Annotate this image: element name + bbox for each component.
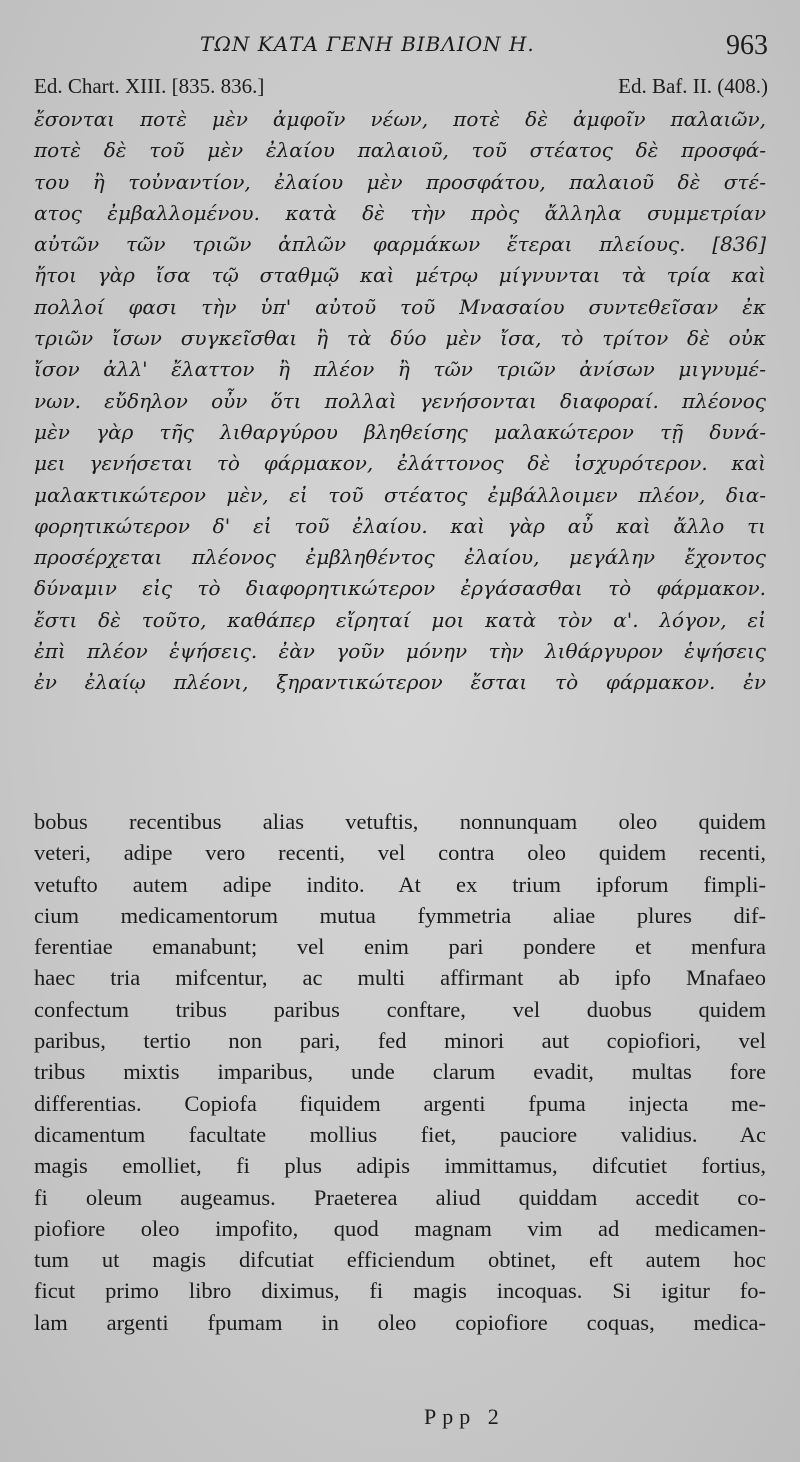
greek-text-line: μαλακτικώτερον μὲν, εἰ τοῦ στέατος ἐμβάλλοιμεν πλέον, δια- [34,482,766,507]
greek-text-line: αὐτῶν τῶν τριῶν ἁπλῶν φαρμάκων ἕτεραι πλείους. [836] [34,232,766,257]
greek-text-line: του ἢ τοὐναντίον, ἐλαίου μὲν προσφάτου, παλαιοῦ δὲ στέ- [34,169,766,194]
latin-text-line: dicamentum facultate mollius fiet, pauciore validius. Ac [34,1121,766,1147]
greek-text-line: ἤτοι γὰρ ἴσα τῷ σταθμῷ καὶ μέτρῳ μίγνυνται τὰ τρία καὶ [34,263,766,288]
latin-text-line: tribus mixtis imparibus, unde clarum evadit, multas fore [34,1059,766,1085]
greek-text-line: μει γενήσεται τὸ φάρμακον, ἐλάττονος δὲ ἰσχυρότερον. καὶ [34,451,766,476]
latin-text-line: differentias. Copiofa fiquidem argenti fpuma injecta me- [34,1090,766,1116]
latin-text-block [34,806,766,1338]
greek-text-line: νων. εὔδηλον οὖν ὅτι πολλαὶ γενήσονται διαφοραί. πλέονος [34,388,766,413]
greek-text-block [34,104,766,699]
edition-references [34,74,768,102]
edition-chartier: Ed. Chart. XIII. [835. 836.] [34,74,265,98]
printer-signature: Ppp 2 [424,1404,505,1429]
latin-text-line: magis emolliet, fi plus adipis immittamus, difcutiet fortius, [34,1153,766,1179]
greek-text-line: ἔσονται ποτὲ μὲν ἀμφοῖν νέων, ποτὲ δὲ ἀμφοῖν παλαιῶν, [34,107,766,131]
latin-text-line: veteri, adipe vero recenti, vel contra oleo quidem recenti, [34,840,766,866]
latin-text-line: paribus, tertio non pari, fed minori aut copiofiori, vel [34,1028,766,1054]
greek-text-line: δύναμιν εἰς τὸ διαφορητικώτερον ἐργάσασθαι τὸ φάρμακον. [34,576,766,601]
greek-text-line: ἔστι δὲ τοῦτο, καθάπερ εἴρηταί μοι κατὰ τὸν α'. λόγον, εἰ [34,607,766,632]
greek-text-line: ποτὲ δὲ τοῦ μὲν ἐλαίου παλαιοῦ, τοῦ στέατος δὲ προσφά- [34,138,766,163]
greek-text-line: πολλοί φασι τὴν ὑπ' αὐτοῦ τοῦ Μνασαίου συντεθεῖσαν ἐκ [34,294,766,319]
greek-text-line: προσέρχεται πλέονος ἐμβληθέντος ἐλαίου, μεγάλην ἔχοντος [34,545,766,570]
edition-basel: Ed. Baf. II. (408.) [618,74,768,98]
latin-text-line: tum ut magis difcutiat efficiendum obtinet, eft autem hoc [34,1247,766,1273]
running-head [0,30,800,60]
greek-text-line: ἐν ἐλαίῳ πλέονι, ξηραντικώτερον ἔσται τὸ φάρμακον. ἐν [34,670,766,695]
latin-text-line: bobus recentibus alias vetuftis, nonnunquam oleo quidem [34,809,766,834]
latin-text-line: haec tria mifcentur, ac multi affirmant ab ipfo Mnafaeo [34,965,766,991]
running-title: ΤΩΝ ΚΑΤΑ ΓΕΝΗ ΒΙΒΛΙΟΝ Η. [200,32,535,56]
latin-text-line: fi oleum augeamus. Praeterea aliud quiddam accedit co- [34,1184,766,1210]
greek-text-line: ατος ἐμβαλλομένου. κατὰ δὲ τὴν πρὸς ἄλληλα συμμετρίαν [34,200,766,225]
page-number: 963 [726,30,768,61]
latin-text-line: vetufto autem adipe indito. At ex trium ipforum fimpli- [34,871,766,897]
latin-text-line: confectum tribus paribus conftare, vel duobus quidem [34,996,766,1022]
latin-text-line: ferentiae emanabunt; vel enim pari pondere et menfura [34,934,766,960]
greek-text-line: ἴσον ἀλλ' ἔλαττον ἢ πλέον ἢ τῶν τριῶν ἀνίσων μιγνυμέ- [34,357,766,382]
latin-text-line: ficut primo libro diximus, fi magis incoquas. Si igitur fo- [34,1278,766,1304]
greek-text-line: φορητικώτερον δ' εἰ τοῦ ἐλαίου. καὶ γὰρ αὖ καὶ ἄλλο τι [34,513,766,538]
latin-text-line: cium medicamentorum mutua fymmetria aliae plures dif- [34,902,766,928]
greek-text-line: μὲν γὰρ τῆς λιθαργύρου βληθείσης μαλακώτερον τῇ δυνά- [34,419,766,444]
greek-text-line: ἐπὶ πλέον ἑψήσεις. ἐὰν γοῦν μόνην τὴν λιθάργυρον ἑψήσεις [34,639,766,664]
latin-text-line: lam argenti fpumam in oleo copiofiore coquas, medica- [34,1309,766,1335]
latin-text-line: piofiore oleo impofito, quod magnam vim ad medicamen- [34,1215,766,1241]
greek-text-line: τριῶν ἴσων συγκεῖσθαι ἢ τὰ δύο μὲν ἴσα, τὸ τρίτον δὲ οὐκ [34,326,766,351]
